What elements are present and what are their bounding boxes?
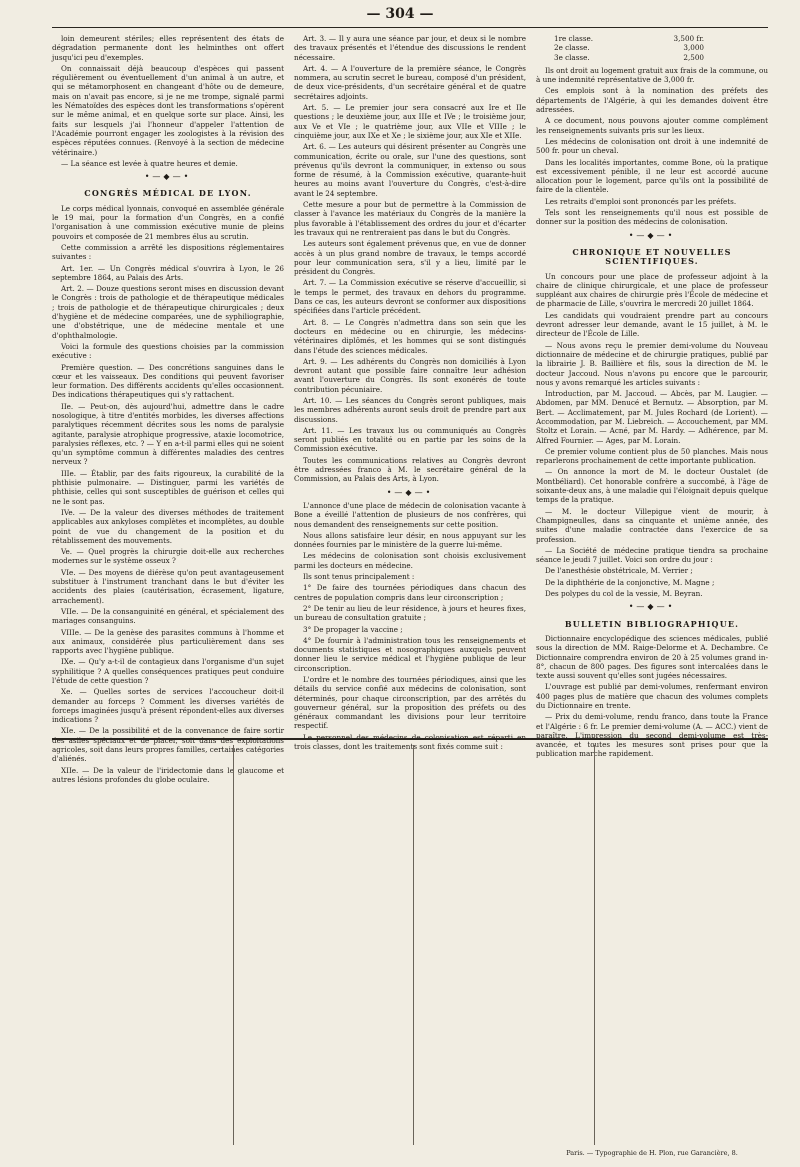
salary-class-label: 3e classe. — [554, 52, 590, 62]
paragraph: Art. 5. — Le premier jour sera consacré aux Ire et IIe questions ; le deuxième jour, aux IIIe et IVe ; le troisième jour, aux Ve et VIe ; le quatrième jour, aux VIIe et VIIIe ; le cinquième jour, aux IXe et Xe ; le sixième jour, aux XIe et XIIe. — [294, 103, 526, 140]
printer-imprint: Paris. — Typographie de H. Plon, rue Garancière, 8. — [566, 1149, 738, 1157]
paragraph: Art. 4. — A l'ouverture de la première séance, le Congrès nommera, au scrutin secret le bureau, composé d'un président, de deux vice-présidents, d'un secrétaire général et de quatre secrétaires adjoints. — [294, 63, 526, 101]
paragraph: Cette commission a arrêté les dispositions réglementaires suivantes : — [52, 242, 284, 262]
section-heading-bulletin: BULLETIN BIBLIOGRAPHIQUE. — [564, 618, 740, 629]
paragraph: L'annonce d'une place de médecin de colonisation vacante à Bone a éveillé l'attention de plusieurs de nos confrères, qui nous demandent des renseignements sur cette position. — [294, 500, 526, 529]
paragraph: Ils ont droit au logement gratuit aux frais de la commune, ou à une indemnité représentative de 3,000 fr. — [536, 65, 768, 85]
ad-column — [413, 745, 588, 1145]
paragraph: Cette mesure a pour but de permettre à la Commission de classer à l'avance les matériaux du Congrès de la manière la plus favorable à l'établissement des ordres du jour et d'écarter les travaux qui ne rentreraient pas dans le but du Congrès. — [294, 200, 526, 237]
paragraph: Art. 10. — Les séances du Congrès seront publiques, mais les membres adhérents auront seuls droit de prendre part aux discussions. — [294, 395, 526, 424]
column-middle — [294, 34, 526, 752]
paragraph: De la diphthérie de la conjonctive, M. Magne ; — [545, 577, 715, 587]
paragraph: Nous allons satisfaire leur désir, en nous appuyant sur les données fournies par le ministère de la guerre lui-même. — [294, 530, 526, 550]
paragraph: — Prix du demi-volume, rendu franco, dans toute la France et l'Algérie : 6 fr. Le premier demi-volume (A. — ACC.) vient de paraître. L'impression du second demi-volume est très-avancée, et toutes les mesures sont prises pour que la publication marche rapidement. — [536, 712, 768, 759]
paragraph: Un concours pour une place de professeur adjoint à la chaire de clinique chirurgicale, et une place de professeur suppléant aux chaires de chirurgie près l'École de médecine et de pharmacie de Lille, s'ouvrira le mercredi 20 juillet 1864. — [536, 271, 768, 309]
paragraph: Toutes les communications relatives au Congrès devront être adressées franco à M. le secrétaire général de la Commission, au Palais des Arts, à Lyon. — [294, 455, 526, 484]
paragraph: On connaissait déjà beaucoup d'espèces qui passent régulièrement ou éventuellement d'un animal à un autre, et qui se métamorphosent en changeant d'hôte ou de demeure, mais on n'avait pas encore, si je ne me trompe, signalé parmi les Nématoïdes des espèces dont les transformations s'opèrent sur le même animal, et en quelque sorte sur place. Ainsi, les faits sur lesquels j'ai l'honneur d'appeler l'attention de l'Académie pourront engager les zoologistes à la révision des espèces réputées connues. (Renvoyé à la section de médecine vétérinaire.) — [52, 63, 284, 157]
salary-row — [554, 34, 704, 43]
paragraph: IXe. — Qu'y a-t-il de contagieux dans l'organisme d'un sujet syphilitique ? A quelles conséquences pratiques peut conduire l'étude de cette question ? — [52, 657, 284, 685]
paragraph: Ve. — Quel progrès la chirurgie doit-elle aux recherches modernes sur le système osseux ? — [52, 547, 284, 566]
paragraph: — M. le docteur Villepigue vient de mourir, à Champigneulles, dans sa cinquante et unième année, des suites d'une maladie contractée dans l'exercice de sa profession. — [536, 506, 768, 544]
salary-class-label: 1re classe. — [554, 34, 594, 43]
paragraph: XIe. — De la possibilité et de la convenance de faire sortir des asiles spéciaux et de placer, soit dans des exploitations agricoles, soit dans leurs propres familles, certaines catégories d'aliénés. — [52, 726, 284, 764]
paragraph: Tels sont les renseignements qu'il nous est possible de donner sur la position des médecins de colonisation. — [536, 208, 768, 227]
paragraph: Les auteurs sont également prévenus que, en vue de donner accès à un plus grand nombre de travaux, le temps accordé pour leur communication sera, s'il y a lieu, limité par le président du Congrès. — [294, 239, 526, 277]
advertisements-section — [52, 745, 768, 1145]
salary-class-label: 2e classe. — [554, 43, 590, 53]
paragraph: VIIIe. — De la genèse des parasites communs à l'homme et aux animaux, considérée plus particulièrement dans ses rapports avec l'hygiène publique. — [52, 627, 284, 656]
paragraph: IIIe. — Établir, par des faits rigoureux, la curabilité de la phthisie pulmonaire. — Distinguer, parmi les variétés de phthisie, celles qui sont susceptibles de guérison et celles qui ne le sont pas. — [52, 468, 284, 506]
paragraph: 3° De propager la vaccine ; — [303, 624, 403, 634]
paragraph: IIe. — Peut-on, dès aujourd'hui, admettre dans le cadre nosologique, à titre d'entités morbides, les diverses affections paralytiques récemment décrites sous les noms de paralysie agitante, paralysie atrophique progressive, ataxie locomotrice, paralysies réflexes, etc. ? — Y en a-t-il parmi elles qui ne soient qu'un symptôme commun à différentes maladies des centres nerveux ? — [52, 401, 284, 467]
paragraph: Art. 8. — Le Congrès n'admettra dans son sein que les docteurs en médecine ou en chirurgie, les médecins-vétérinaires diplômés, et les hommes qui se sont distingués dans l'étude des sciences médicales. — [294, 317, 526, 355]
paragraph: Le corps médical lyonnais, convoqué en assemblée générale le 19 mai, pour la formation d'un Congrès, en a confié l'organisation à une commission exécutive munie de pleins pouvoirs et composée de 21 membres élus au scrutin. — [52, 203, 284, 241]
salary-row — [554, 53, 704, 62]
paragraph: Art. 7. — La Commission exécutive se réserve d'accueillir, si le temps le permet, des travaux en dehors du programme. Dans ce cas, les auteurs devront se conformer aux dispositions spécifiées dans l'article précédent. — [294, 278, 526, 316]
paragraph: De l'anesthésie obstétricale, M. Verrier ; — [545, 566, 693, 576]
ornament-divider: •—◆—• — [628, 230, 676, 240]
paragraph: Art. 1er. — Un Congrès médical s'ouvrira à Lyon, le 26 septembre 1864, au Palais des Arts. — [52, 263, 284, 282]
paragraph: Les médecins de colonisation sont choisis exclusivement parmi les docteurs en médecine. — [294, 551, 526, 570]
salary-amount: 3,000 — [683, 43, 704, 53]
column-right — [536, 34, 768, 759]
page-number: — 304 — — [366, 6, 434, 22]
salary-amount: 3,500 fr. — [673, 34, 704, 43]
paragraph: Ils sont tenus principalement : — [303, 572, 415, 582]
paragraph: VIIe. — De la consanguinité en général, et spécialement des mariages consanguins. — [52, 606, 284, 626]
salary-amount: 2,500 — [683, 52, 704, 62]
paragraph: Ce premier volume contient plus de 50 planches. Mais nous reparlerons prochainement de cette importante publication. — [536, 446, 768, 466]
paragraph: loin demeurent stériles; elles représentent des états de dégradation permanente dont les helminthes ont offert jusqu'ici peu d'exemples. — [52, 34, 284, 62]
paragraph: Les retraits d'emploi sont prononcés par les préfets. — [545, 196, 737, 206]
paragraph: XIIe. — De la valeur de l'iridectomie dans le glaucome et autres lésions profondes du globe oculaire. — [52, 765, 284, 784]
paragraph: Introduction, par M. Jaccoud. — Abcès, par M. Laugier. — Abdomen, par MM. Denucé et Bernutz. — Absorption, par M. Bert. — Acclimatement, par M. Jules Rochard (de Lorient). — Accommodation, par M. Liebreich. — Accouchement, par MM. Stoltz et Lorain. — Acné, par M. Hardy. — Adhérence, par M. Alfred Fournier. — Ages, par M. Lorain. — [536, 389, 768, 445]
paragraph: Le personnel des médecins de colonisation est réparti en trois classes, dont les traitements sont fixés comme suit : — [294, 732, 526, 752]
ornament-divider: •—◆—• — [386, 487, 434, 497]
section-heading-congres: CONGRÈS MÉDICAL DE LYON. — [84, 188, 252, 199]
salary-table — [554, 34, 768, 62]
paragraph: Dans les localités importantes, comme Bone, où la pratique est excessivement pénible, il ne leur est accordé aucune allocation pour le logement, parce qu'ils ont la possibilité de faire de la clientèle. — [536, 157, 768, 195]
paragraph: 2° De tenir au lieu de leur résidence, à jours et heures fixes, un bureau de consultation gratuite ; — [294, 603, 526, 623]
ornament-divider: •—◆—• — [144, 172, 192, 182]
paragraph: Xe. — Quelles sortes de services l'accoucheur doit-il demander au forceps ? Comment les diverses variétés de forceps imaginées jusqu'à présent répondent-elles aux diverses indications ? — [52, 687, 284, 725]
paragraph: 1° De faire des tournées périodiques dans chacun des centres de population compris dans leur circonscription ; — [294, 583, 526, 602]
ad-column — [594, 745, 769, 1145]
ad-column — [233, 745, 408, 1145]
paragraph: — On annonce la mort de M. le docteur Oustalet (de Montbéliard). Cet honorable confrère a succombé, à l'âge de soixante-deux ans, à une maladie qui l'éloignait depuis quelque temps de la pratique. — [536, 467, 768, 505]
paragraph: Art. 3. — Il y aura une séance par jour, et deux si le nombre des travaux présentés et l'étendue des discussions le rendent nécessaire. — [294, 34, 526, 62]
paragraph: — La Société de médecine pratique tiendra sa prochaine séance le jeudi 7 juillet. Voici son ordre du jour : — [536, 545, 768, 565]
paragraph: Ces emplois sont à la nomination des préfets des départements de l'Algérie, à qui les demandes doivent être adressées. — [536, 86, 768, 115]
paragraph: 4° De fournir à l'administration tous les renseignements et documents statistiques et nosographiques auxquels peuvent donner lieu le service médical et l'hygiène publique de leur circonscription. — [294, 635, 526, 673]
paragraph: L'ouvrage est publié par demi-volumes, renfermant environ 400 pages plus de matière que chacun des volumes complets du Dictionnaire en trente. — [536, 682, 768, 710]
paragraph: A ce document, nous pouvons ajouter comme complément les renseignements suivants pris sur les lieux. — [536, 116, 768, 135]
paragraph: VIe. — Des moyens de diérèse qu'on peut avantageusement substituer à l'instrument tranchant dans le but d'éviter les accidents des plaies (cautérisation, écrasement, ligature, arrachement). — [52, 567, 284, 605]
paragraph: Les médecins de colonisation ont droit à une indemnité de 500 fr. pour un cheval. — [536, 136, 768, 156]
advertisements-rule — [52, 738, 768, 740]
paragraph: — Nous avons reçu le premier demi-volume du Nouveau dictionnaire de médecine et de chirurgie pratiques, publié par la librairie J. B. Baillière et fils, sous la direction de M. le docteur Jaccoud. Nous n'avons pu encore que le parcourir, nous y avons remarqué les articles suivants : — [536, 340, 768, 387]
paragraph: Art. 9. — Les adhérents du Congrès non domiciliés à Lyon devront autant que possible faire connaître leur adhésion avant l'ouverture du Congrès. Ils sont exonérés de toute contribution pécuniaire. — [294, 356, 526, 394]
section-heading-chronique: CHRONIQUE ET NOUVELLES SCIENTIFIQUES. — [572, 246, 732, 267]
paragraph: IVe. — De la valeur des diverses méthodes de traitement applicables aux ankyloses complètes et incomplètes, au double point de vue du changement de la position et du rétablissement des mouvements. — [52, 507, 284, 545]
paragraph: Art. 11. — Les travaux lus ou communiqués au Congrès seront publiés en totalité ou en partie par les soins de la Commission exécutive. — [294, 425, 526, 454]
paragraph: Voici la formule des questions choisies par la commission exécutive : — [52, 341, 284, 361]
paragraph: Art. 6. — Les auteurs qui désirent présenter au Congrès une communication, écrite ou orale, sur l'une des questions, sont prévenus qu'ils devront la communiquer, in extenso ou sous forme de résumé, à la Commission exécutive, quarante-huit heures au moins avant l'ouverture du Congrès, c'est-à-dire avant le 24 septembre. — [294, 142, 526, 198]
ad-column — [52, 745, 227, 1145]
paragraph: Des polypes du col de la vessie, M. Beyran. — [545, 589, 703, 599]
paragraph: Dictionnaire encyclopédique des sciences médicales, publié sous la direction de MM. Raige-Delorme et A. Dechambre. Ce Dictionnaire comprendra environ de 20 à 25 volumes grand in-8°, chacun de 800 pages. Des figures sont intercalées dans le texte aussi souvent qu'elles sont jugées nécessaires. — [536, 633, 768, 681]
column-left — [52, 34, 284, 784]
ornament-divider: •—◆—• — [628, 602, 676, 612]
paragraph: L'ordre et le nombre des tournées périodiques, ainsi que les détails du service confié aux médecins de colonisation, sont déterminés, pour chaque circonscription, par des arrêtés du gouverneur général, sur la proposition des préfets ou des généraux commandant les divisions pour leur territoire respectif. — [294, 675, 526, 731]
paragraph: Première question. — Des concrétions sanguines dans le cœur et les vaisseaux. Des conditions qui peuvent favoriser leur formation. Des différents accidents qu'elles occasionnent. Des indications thérapeutiques qui s'y rattachent. — [52, 362, 284, 400]
paragraph: Art. 2. — Douze questions seront mises en discussion devant le Congrès : trois de pathologie et de thérapeutique médicales ; trois de pathologie et de thérapeutique chirurgicales ; deux d'hygiène et de médecine comparées, une de syphiliographie, une d'obstétrique, une de médecine mentale et une d'ophthalmologie. — [52, 284, 284, 340]
paragraph: Les candidats qui voudraient prendre part au concours devront adresser leur demande, avant le 15 juillet, à M. le directeur de l'École de Lille. — [536, 310, 768, 339]
header-rule — [52, 27, 768, 28]
salary-row — [554, 43, 704, 52]
paragraph: — La séance est levée à quatre heures et demie. — [61, 158, 238, 168]
